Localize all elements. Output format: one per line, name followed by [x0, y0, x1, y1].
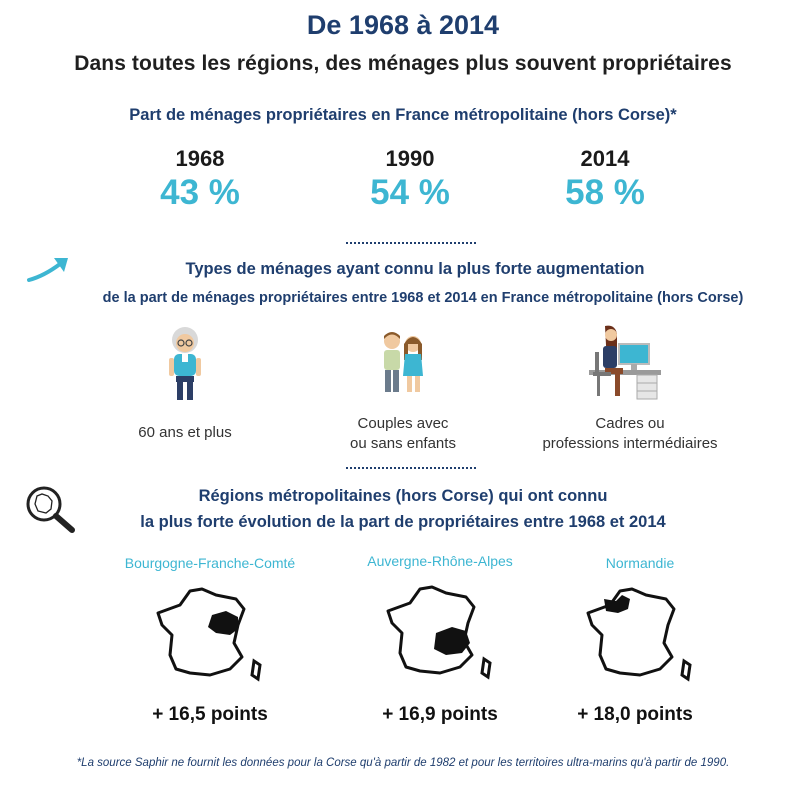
france-map-ara-icon — [380, 583, 500, 683]
office-worker-icon — [585, 324, 665, 400]
elderly-person-icon — [160, 324, 210, 404]
stat-year-1968: 1968 — [175, 146, 225, 171]
france-map-bfc-icon — [150, 585, 270, 685]
regions-heading-line2: la plus forte évolution de la part de propriétaires entre 1968 et 2014 — [140, 513, 666, 531]
household-label-cadres-2: professions intermédiaires — [542, 435, 718, 452]
household-label-cadres-1: Cadres ou — [595, 415, 665, 432]
region-name-ara: Auvergne-Rhône-Alpes — [367, 553, 513, 569]
stat-value-1968: 43 % — [160, 173, 240, 212]
household-heading-line1: Types de ménages ayant connu la plus forte augmentation — [185, 260, 645, 278]
stat-value-2014: 58 % — [565, 173, 645, 212]
divider — [346, 242, 476, 244]
page-title: De 1968 à 2014 — [306, 10, 500, 40]
divider — [346, 467, 476, 469]
stat-year-2014: 2014 — [580, 146, 630, 171]
household-label-couples-1: Couples avec — [357, 415, 449, 432]
france-map-normandie-icon — [580, 585, 700, 685]
household-heading-line2: de la part de ménages propriétaires entre 1968 et 2014 en France métropolitaine (hors Corse) — [102, 290, 744, 306]
ownership-heading: Part de ménages propriétaires en France métropolitaine (hors Corse)* — [129, 106, 677, 124]
footnote: *La source Saphir ne fournit les données pour la Corse qu'à partir de 1982 et pour les territoires ultra-marins qu'à partir de 1990. — [76, 757, 730, 769]
household-label-seniors: 60 ans et plus — [138, 424, 232, 441]
stat-value-1990: 54 % — [370, 173, 450, 212]
page-subtitle: Dans toutes les régions, des ménages plus souvent propriétaires — [74, 52, 732, 75]
regions-heading-line1: Régions métropolitaines (hors Corse) qui ont connu — [198, 487, 608, 505]
region-change-normandie: + 18,0 points — [577, 704, 693, 725]
region-change-bfc: + 16,5 points — [152, 704, 268, 725]
household-label-couples-2: ou sans enfants — [350, 435, 456, 452]
region-name-normandie: Normandie — [605, 555, 675, 571]
couple-icon — [375, 330, 431, 396]
region-change-ara: + 16,9 points — [382, 704, 498, 725]
stat-year-1990: 1990 — [385, 146, 435, 171]
region-name-bfc: Bourgogne-Franche-Comté — [124, 555, 296, 571]
